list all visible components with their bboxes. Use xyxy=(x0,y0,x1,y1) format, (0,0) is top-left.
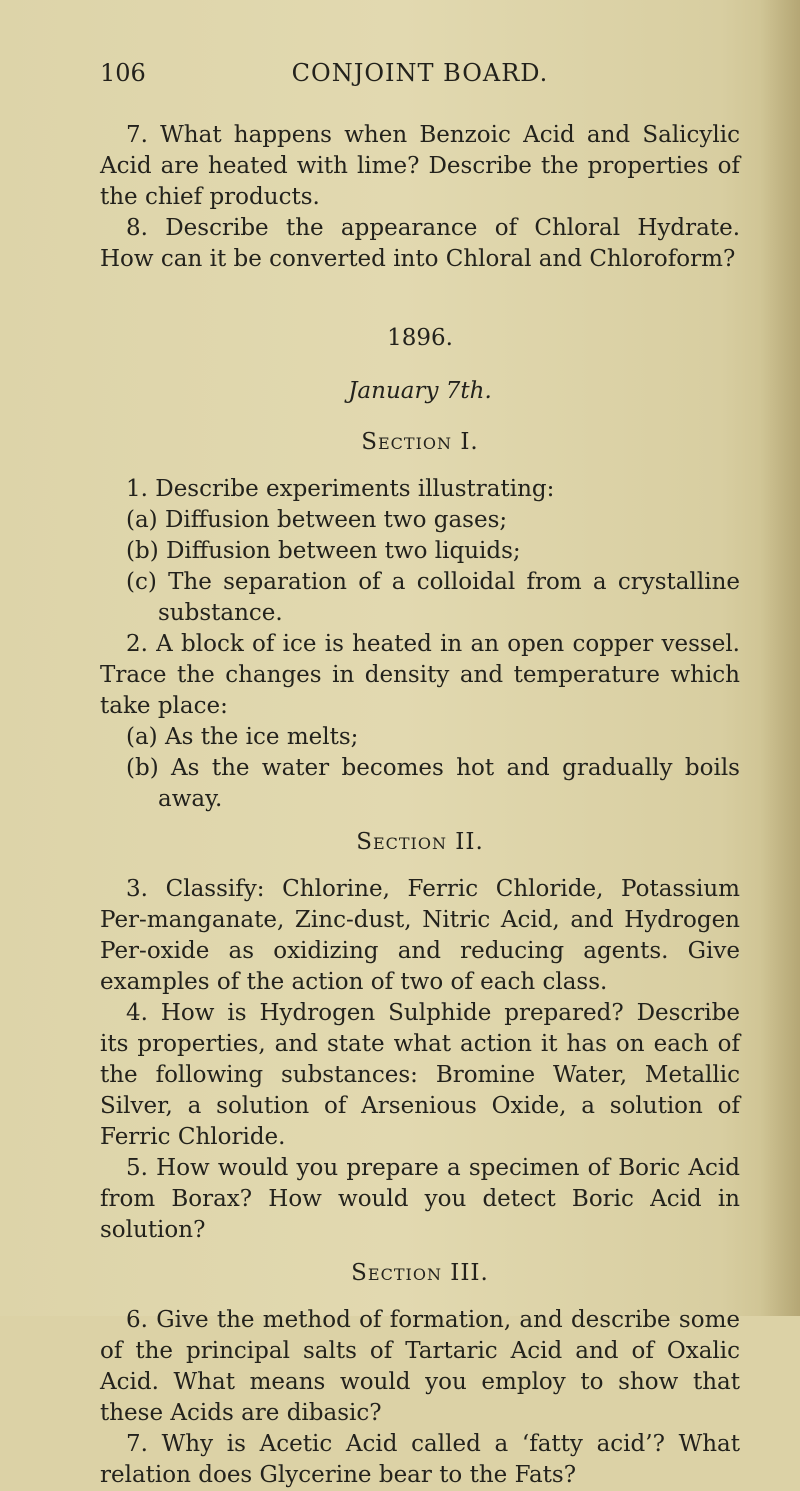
question-2-b: (b) As the water becomes hot and gradually boils away. xyxy=(126,755,740,812)
question-1-a: (a) Diffusion between two gases; xyxy=(126,507,508,533)
section-1-title: Section I. xyxy=(361,429,479,455)
section-2-title: Section II. xyxy=(356,829,484,855)
running-head: CONJOINT BOARD. xyxy=(291,59,549,87)
year-heading: 1896. xyxy=(387,325,453,351)
section-3-title: Section III. xyxy=(351,1260,489,1286)
question-8-prev: 8. Describe the appearance of Chloral Hydrate. How can it be converted into Chloral and Chloroform? xyxy=(100,215,740,272)
question-1-b: (b) Diffusion between two liquids; xyxy=(126,538,521,564)
question-5: 5. How would you prepare a specimen of Boric Acid from Borax? How would you detect Boric Acid in solution? xyxy=(100,1155,740,1243)
question-7: 7. Why is Acetic Acid called a ‘fatty acid’? What relation does Glycerine bear to the Fats? xyxy=(100,1431,740,1488)
question-2-a: (a) As the ice melts; xyxy=(126,724,359,750)
page-number: 106 xyxy=(100,59,146,87)
question-3: 3. Classify: Chlorine, Ferric Chloride, Potassium Per-manganate, Zinc-dust, Nitric Acid, and Hydrogen Per-oxide as oxidizing and reducing agents. Give examples of the action of two of each class. xyxy=(100,876,740,995)
page-header xyxy=(100,58,740,102)
date-heading: January 7th. xyxy=(348,378,492,404)
question-2: 2. A block of ice is heated in an open copper vessel. Trace the changes in density and temperature which take place: xyxy=(100,631,740,719)
page-edge-shadow xyxy=(760,0,800,1316)
question-4: 4. How is Hydrogen Sulphide prepared? Describe its properties, and state what action it has on each of the following substances: Bromine Water, Metallic Silver, a solution of Arsenious Oxide, a solution of Ferric Chloride. xyxy=(100,1000,740,1150)
question-1: 1. Describe experiments illustrating: xyxy=(126,476,555,502)
page-text xyxy=(100,58,740,1491)
question-6: 6. Give the method of formation, and describe some of the principal salts of Tartaric Acid and of Oxalic Acid. What means would you employ to show that these Acids are dibasic? xyxy=(100,1307,740,1426)
question-7-prev: 7. What happens when Benzoic Acid and Salicylic Acid are heated with lime? Describe the properties of the chief products. xyxy=(100,122,740,210)
question-1-c: (c) The separation of a colloidal from a crystalline substance. xyxy=(126,569,740,626)
